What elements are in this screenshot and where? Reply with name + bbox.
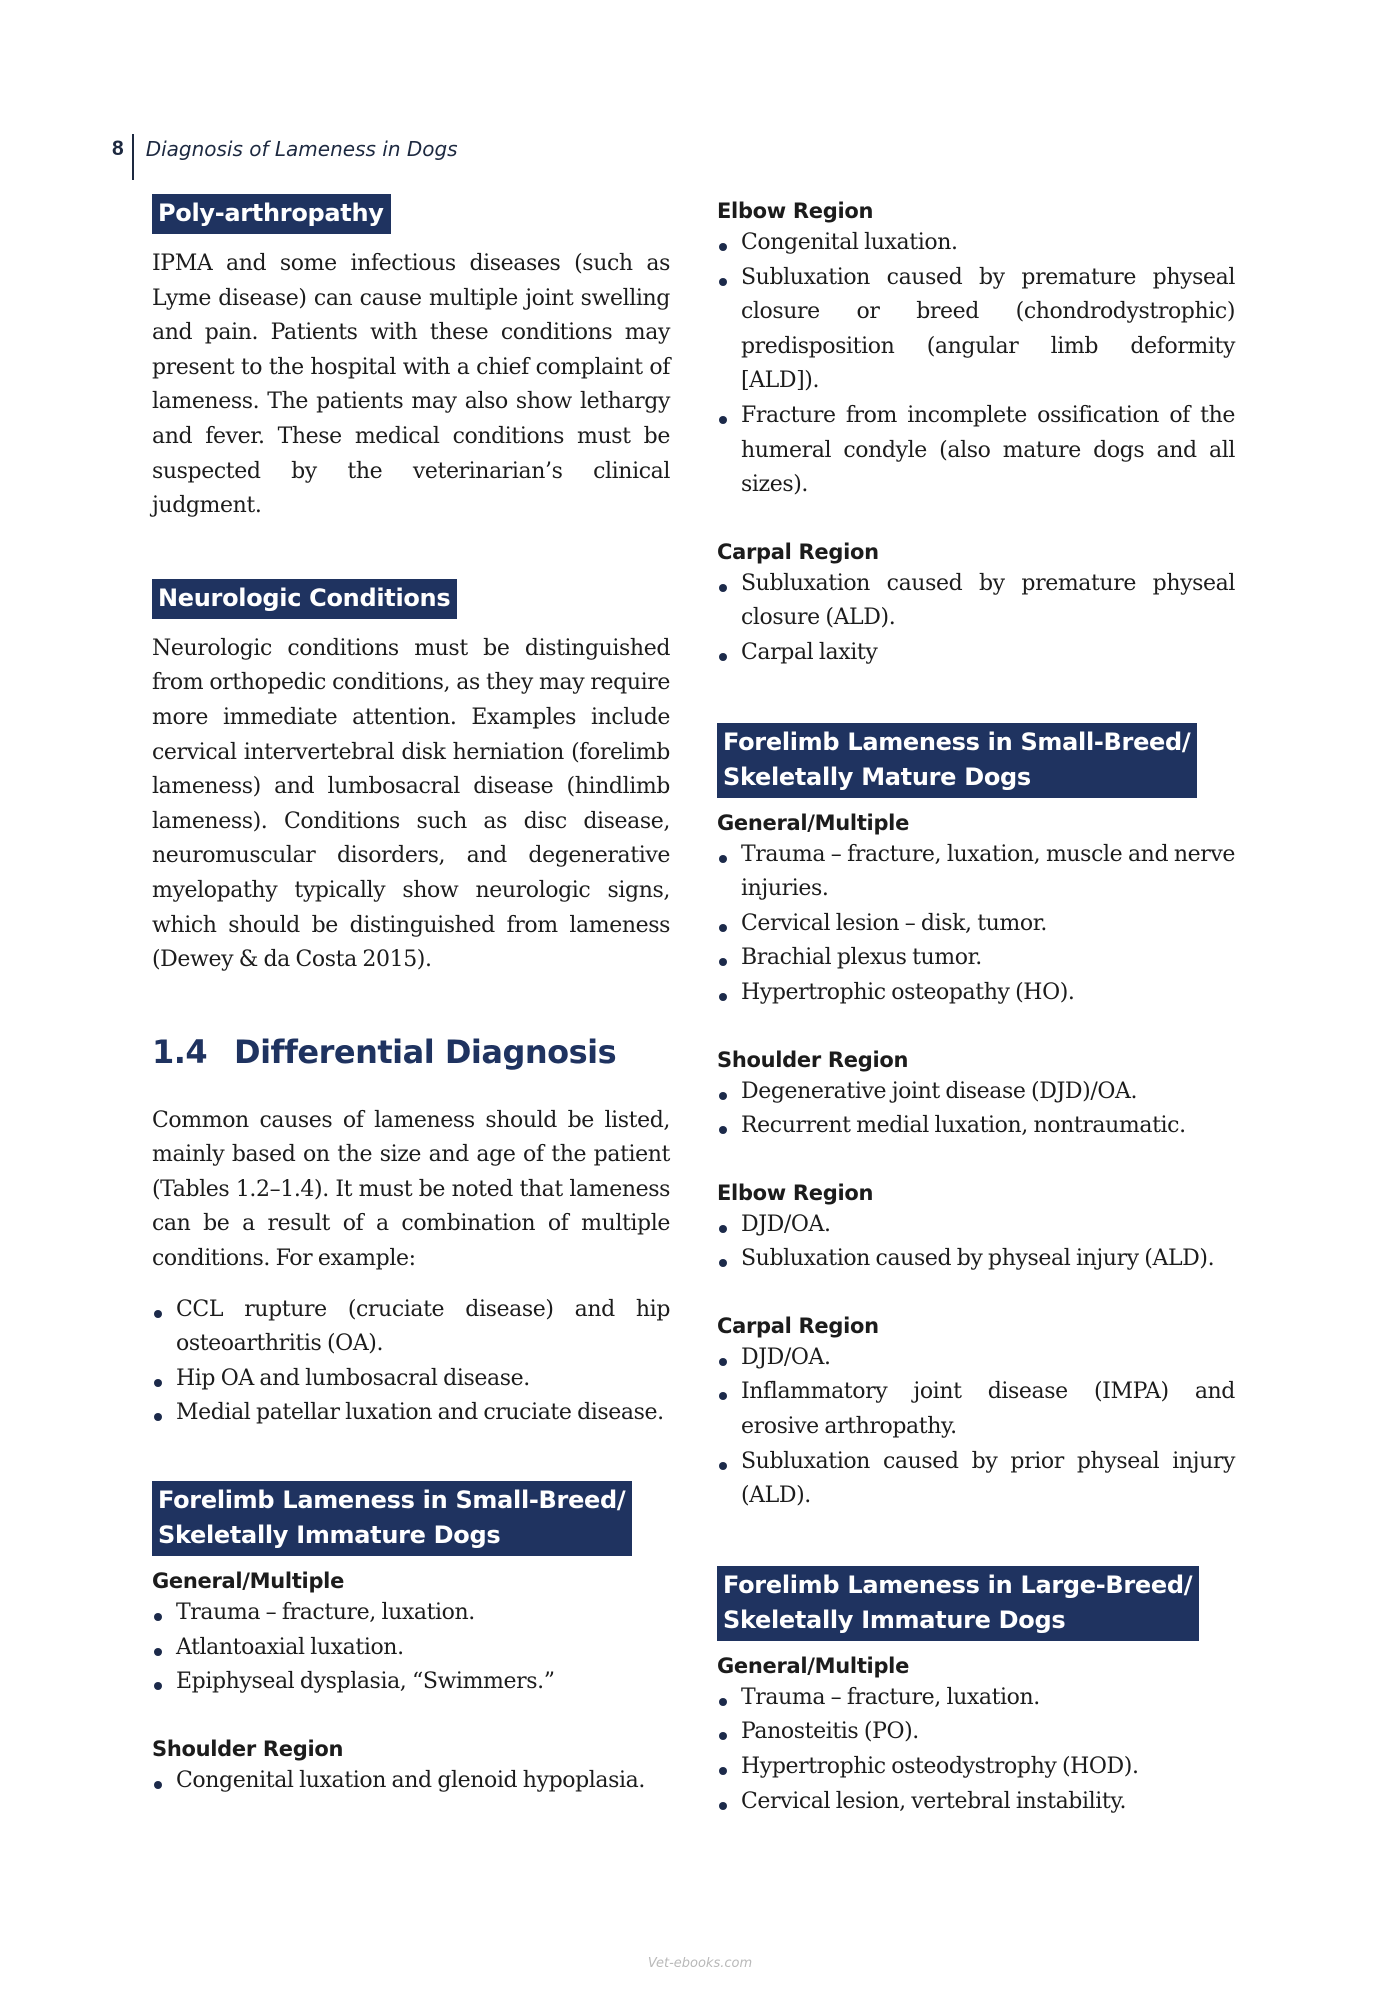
heading-line: Forelimb Lameness in Small-Breed/ <box>723 727 1191 756</box>
shoulder-region-list <box>717 1075 1235 1144</box>
list-item: Subluxation caused by premature physeal closure or breed (chondrodystrophic) predisposition (angular limb deformity [ALD]). <box>717 261 1235 399</box>
small-breed-immature-heading <box>152 1481 632 1556</box>
running-head <box>112 134 458 180</box>
elbow-region-list <box>717 1208 1235 1277</box>
list-item: Degenerative joint disease (DJD)/OA. <box>717 1075 1235 1110</box>
heading-line: Forelimb Lameness in Large-Breed/ <box>723 1570 1193 1599</box>
neurologic-heading: Neurologic Conditions <box>152 579 457 619</box>
small-breed-immature-continued <box>717 196 1235 671</box>
heading-line: Skeletally Mature Dogs <box>723 762 1031 791</box>
section-heading <box>152 1032 670 1072</box>
list-item: Subluxation caused by physeal injury (ALD). <box>717 1242 1235 1277</box>
list-item: Cervical lesion – disk, tumor. <box>717 907 1235 942</box>
list-item: Fracture from incomplete ossification of the humeral condyle (also mature dogs and all sizes). <box>717 399 1235 503</box>
poly-arthropathy-text: IPMA and some infectious diseases (such as Lyme disease) can cause multiple joint swelling and pain. Patients with these conditions may present to the hospital with a chief complaint of lameness. The patients may also show lethargy and fever. These medical conditions must be suspected by the veterinarian’s clinical judgment. <box>152 251 670 519</box>
small-breed-immature-section <box>152 1481 670 1798</box>
general-multiple-label: General/Multiple <box>152 1569 345 1594</box>
heading-line: Skeletally Immature Dogs <box>158 1521 501 1550</box>
book-title: Diagnosis of Lameness in Dogs <box>145 137 458 161</box>
small-breed-mature-section <box>717 723 1235 1514</box>
heading-line: Skeletally Immature Dogs <box>723 1605 1066 1634</box>
list-item: Trauma – fracture, luxation. <box>152 1596 670 1631</box>
list-item: DJD/OA. <box>717 1208 1235 1243</box>
elbow-region-list <box>717 226 1235 503</box>
elbow-region-label: Elbow Region <box>717 199 874 223</box>
general-multiple-label: General/Multiple <box>717 1653 910 1678</box>
watermark: Vet-ebooks.com <box>647 1956 753 1971</box>
section-number: 1.4 <box>152 1032 208 1071</box>
combination-examples-list <box>152 1293 670 1431</box>
list-item: Trauma – fracture, luxation. <box>717 1681 1235 1716</box>
section-title: Differential Diagnosis <box>234 1032 617 1071</box>
list-item: Cervical lesion, vertebral instability. <box>717 1785 1235 1820</box>
list-item: Epiphyseal dysplasia, “Swimmers.” <box>152 1665 670 1700</box>
right-column <box>717 196 1235 1819</box>
list-item: Subluxation caused by prior physeal injury (ALD). <box>717 1445 1235 1514</box>
list-item: Trauma – fracture, luxation, muscle and nerve injuries. <box>717 838 1235 907</box>
large-breed-immature-heading <box>717 1566 1199 1641</box>
list-item: Subluxation caused by premature physeal closure (ALD). <box>717 567 1235 636</box>
list-item: Congenital luxation and glenoid hypoplasia. <box>152 1764 670 1799</box>
shoulder-region-list <box>152 1764 670 1799</box>
list-item: DJD/OA. <box>717 1341 1235 1376</box>
heading-line: Forelimb Lameness in Small-Breed/ <box>158 1486 626 1515</box>
list-item: Brachial plexus tumor. <box>717 941 1235 976</box>
list-item: Panosteitis (PO). <box>717 1715 1235 1750</box>
elbow-region-label: Elbow Region <box>717 1180 874 1205</box>
general-multiple-list <box>152 1596 670 1700</box>
general-multiple-list <box>717 838 1235 1011</box>
page-number: 8 <box>112 137 124 160</box>
carpal-region-label: Carpal Region <box>717 539 879 564</box>
left-column <box>152 194 670 1798</box>
list-item: Hip OA and lumbosacral disease. <box>152 1362 670 1397</box>
general-multiple-label: General/Multiple <box>717 810 910 835</box>
list-item: Inflammatory joint disease (IMPA) and erosive arthropathy. <box>717 1375 1235 1444</box>
list-item: Hypertrophic osteopathy (HO). <box>717 976 1235 1011</box>
list-item: Hypertrophic osteodystrophy (HOD). <box>717 1750 1235 1785</box>
differential-diagnosis-text: Common causes of lameness should be listed, mainly based on the size and age of the patient (Tables 1.2–1.4). It must be noted that lameness can be a result of a combination of multiple conditions. For example: <box>152 1107 670 1272</box>
list-item: Medial patellar luxation and cruciate disease. <box>152 1396 670 1431</box>
shoulder-region-label: Shoulder Region <box>152 1736 344 1761</box>
list-item: Carpal laxity <box>717 636 1235 671</box>
list-item: Atlantoaxial luxation. <box>152 1631 670 1666</box>
list-item: Congenital luxation. <box>717 226 1235 261</box>
list-item: CCL rupture (cruciate disease) and hip osteoarthritis (OA). <box>152 1293 670 1362</box>
differential-diagnosis-section <box>152 1032 670 1431</box>
shoulder-region-label: Shoulder Region <box>717 1047 909 1072</box>
running-head-rule <box>132 134 134 180</box>
poly-arthropathy-heading: Poly-arthropathy <box>152 194 391 234</box>
carpal-region-list <box>717 1341 1235 1514</box>
neurologic-section <box>152 579 670 978</box>
general-multiple-list <box>717 1681 1235 1819</box>
carpal-region-list <box>717 567 1235 671</box>
small-breed-mature-heading <box>717 723 1197 798</box>
neurologic-text: Neurologic conditions must be distinguished from orthopedic conditions, as they may require more immediate attention. Examples include cervical intervertebral disk herniation (forelimb lameness) and lumbosacral disease (hindlimb lameness). Conditions such as disc disease, neuromuscular disorders, and degenerative myelopathy typically show neurologic signs, which should be distinguished from lameness (Dewey & da Costa 2015). <box>152 635 670 973</box>
carpal-region-label: Carpal Region <box>717 1313 879 1338</box>
poly-arthropathy-section <box>152 194 670 524</box>
large-breed-immature-section <box>717 1566 1235 1819</box>
list-item: Recurrent medial luxation, nontraumatic. <box>717 1109 1235 1144</box>
